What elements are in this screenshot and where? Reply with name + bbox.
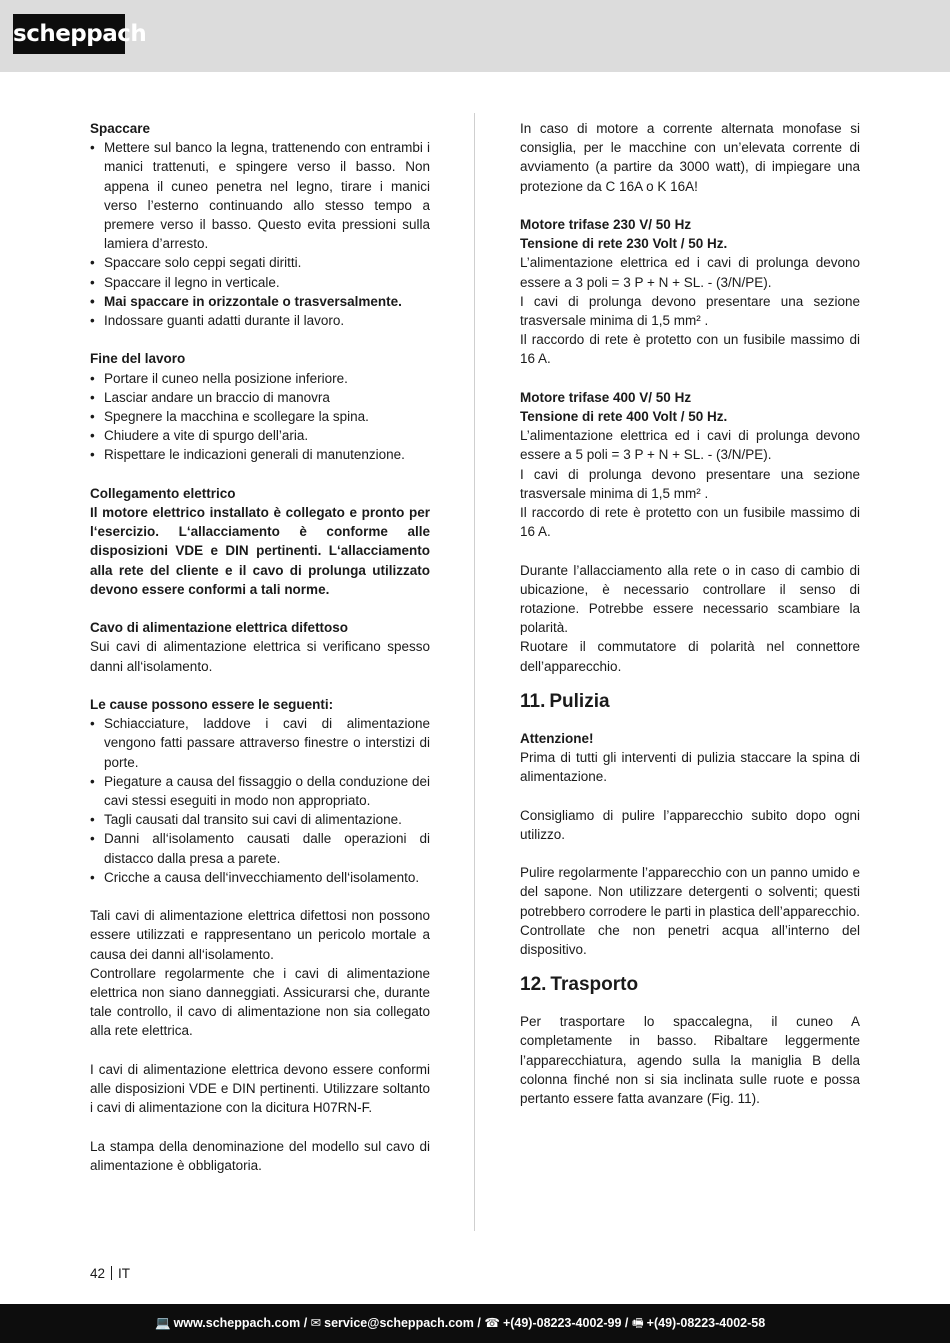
section-heading-cause: Le cause possono essere le seguenti: — [90, 697, 334, 713]
section-heading-spaccare: Spaccare — [90, 121, 151, 136]
page-separator — [111, 1266, 112, 1280]
footer-fax: +(49)-08223-4002-58 — [646, 1316, 766, 1330]
scheppach-logo: scheppach — [13, 14, 125, 54]
footer-bar — [0, 1304, 950, 1343]
section-title-text: Trasporto — [550, 974, 639, 996]
motor-230-line: I cavi di prolunga devono presentare una sezione trasversale minima di 1,5 mm² . — [520, 293, 860, 329]
section-title-trasporto — [520, 973, 860, 997]
column-divider — [474, 113, 475, 1231]
left-column — [90, 119, 430, 1175]
footer-email[interactable]: service@scheppach.com / — [324, 1316, 481, 1330]
list-item: • Portare il cuneo nella posizione inferiore. — [90, 369, 430, 388]
email-icon: ✉ — [310, 1316, 322, 1330]
section-heading-cavo-difettoso: Cavo di alimentazione elettrica difettoso — [90, 620, 349, 636]
footer-phone: +(49)-08223-4002-99 / — [502, 1316, 629, 1330]
spaccare-list — [90, 138, 430, 330]
list-item: • Chiudere a vite di spurgo dell’aria. — [90, 426, 430, 445]
phone-icon: ☎ — [484, 1316, 500, 1330]
cavo-text: Sui cavi di alimentazione elettrica si verificano spesso danni all‘isolamento. — [90, 639, 430, 674]
motor-230-line: L’alimentazione elettrica ed i cavi di prolunga devono essere a 3 poli = 3 P + N + SL. - (3/N/PE). — [520, 255, 860, 290]
list-item: • Spegnere la macchina e scollegare la spina. — [90, 407, 430, 426]
list-item: • Mettere sul banco la legna, trattenendo con entrambi i manici trattenuti, e spingere verso il basso. Non appena il cuneo penetra nel legno, tirare i manici verso l’esterno continuando allo stesso tempo a premere verso il basso. Questo evita pressioni sulla lamiera d’arresto. — [90, 138, 430, 253]
pulire-text: Pulire regolarmente l’apparecchio con un panno umido e del sapone. Non utilizzare detergenti o solventi; questi potrebbero corrodere le parti in plastica dell’apparecchio. Controllate che non penetri acqua all’interno del dispositivo. — [520, 865, 860, 958]
motor-400-heading: Motore trifase 400 V/ 50 Hz — [520, 389, 692, 405]
motor-400-line: L’alimentazione elettrica ed i cavi di prolunga devono essere a 5 poli = 3 P + N + SL. - (3/N/PE). — [520, 428, 860, 463]
page-number-value: 42 — [90, 1266, 106, 1281]
list-item: • Spaccare il legno in verticale. — [90, 273, 430, 292]
section-number: 11. — [520, 690, 546, 712]
fax-icon: 🖷 — [631, 1316, 644, 1330]
trasporto-text: Per trasportare lo spaccalegna, il cuneo A completamente in basso. Ribaltare leggermente l’apparecchiatura, agendo sulla la maniglia B della colonna finché non si sia inclinata sulle ruote e possa pertanto essere fatta avanzare (Fig. 11). — [520, 1014, 860, 1107]
list-item: • Schiacciature, laddove i cavi di alimentazione vengono fatti passare attraverso finestre o interstizi di porte. — [90, 714, 430, 772]
list-item: • Spaccare solo ceppi segati diritti. — [90, 253, 430, 272]
cavi-conformi-text: I cavi di alimentazione elettrica devono essere conformi alle disposizioni VDE e DIN pertinenti. Utilizzare soltanto i cavi di alimentazione con la dicitura H07RN-F. — [90, 1061, 430, 1116]
motor-230-line: Il raccordo di rete è protetto con un fusibile massimo di 16 A. — [520, 332, 860, 367]
right-column — [520, 119, 860, 1108]
collegamento-text: Il motore elettrico installato è collegato e pronto per l‘esercizio. L‘allacciamento è conforme alle disposizioni VDE e DIN pertinenti. L‘allacciamento alla rete del cliente e il cavo di prolunga utilizzato devono essere conformi a tali norme. — [90, 505, 430, 597]
stampa-text: La stampa della denominazione del modello sul cavo di alimentazione è obbligatoria. — [90, 1138, 430, 1173]
section-title-text: Pulizia — [549, 690, 610, 712]
section-heading-collegamento: Collegamento elettrico — [90, 485, 236, 501]
list-item: • Tagli causati dal transito sui cavi di alimentazione. — [90, 810, 430, 829]
attenzione-text: Prima di tutti gli interventi di pulizia staccare la spina di alimentazione. — [520, 750, 860, 785]
fine-lavoro-list — [90, 369, 430, 465]
section-heading-fine-lavoro: Fine del lavoro — [90, 351, 186, 367]
tali-cavi-text: Tali cavi di alimentazione elettrica difettosi non possono essere utilizzati e rappresentano un pericolo mortale a causa dei danni all‘isolamento. — [90, 908, 430, 962]
page-number — [90, 1265, 130, 1283]
controllare-text: Controllare regolarmente che i cavi di alimentazione elettrica non siano danneggiati. Assicurarsi che, durante tale controllo, il cavo di alimentazione non sia collegato alla rete elettrica. — [90, 965, 430, 1039]
footer-website[interactable]: www.scheppach.com / — [173, 1316, 308, 1330]
section-title-pulizia — [520, 690, 860, 714]
attenzione-heading: Attenzione! — [520, 730, 594, 746]
motor-230-heading: Motore trifase 230 V/ 50 Hz — [520, 217, 692, 232]
list-item: • Danni all‘isolamento causati dalle operazioni di distacco dalla presa a parete. — [90, 829, 430, 867]
cause-list — [90, 714, 430, 887]
motor-400-subheading: Tensione di rete 400 Volt / 50 Hz. — [520, 409, 728, 425]
durante-text: Durante l’allacciamento alla rete o in caso di cambio di ubicazione, è necessario controllare il senso di rotazione. Potrebbe essere necessario scambiare la polarità. — [520, 562, 860, 636]
motor-230-subheading: Tensione di rete 230 Volt / 50 Hz. — [520, 236, 728, 252]
list-item: • Rispettare le indicazioni generali di manutenzione. — [90, 445, 430, 464]
motor-400-line: I cavi di prolunga devono presentare una sezione trasversale minima di 1,5 mm² . — [520, 466, 860, 501]
list-item-warning: • Mai spaccare in orizzontale o trasversalmente. — [90, 292, 430, 311]
intro-text: In caso di motore a corrente alternata monofase si consiglia, per le macchine con un’elevata corrente di avviamento (a partire da 3000 watt), di impiegare una protezione da C 16A o K 16A! — [520, 121, 860, 194]
consigliamo-text: Consigliamo di pulire l’apparecchio subito dopo ogni utilizzo. — [520, 807, 860, 842]
section-number: 12. — [520, 974, 547, 996]
motor-400-line: Il raccordo di rete è protetto con un fusibile massimo di 16 A. — [520, 505, 860, 540]
page-language: IT — [118, 1266, 131, 1281]
list-item: • Piegature a causa del fissaggio o della conduzione dei cavi stessi eseguiti in modo non appropriato. — [90, 772, 430, 810]
list-item: • Indossare guanti adatti durante il lavoro. — [90, 311, 430, 330]
ruotare-text: Ruotare il commutatore di polarità nel connettore dell’apparecchio. — [520, 639, 860, 674]
computer-icon: 💻 — [155, 1316, 171, 1330]
list-item: • Cricche a causa dell‘invecchiamento dell‘isolamento. — [90, 868, 430, 887]
list-item: • Lasciar andare un braccio di manovra — [90, 388, 430, 407]
